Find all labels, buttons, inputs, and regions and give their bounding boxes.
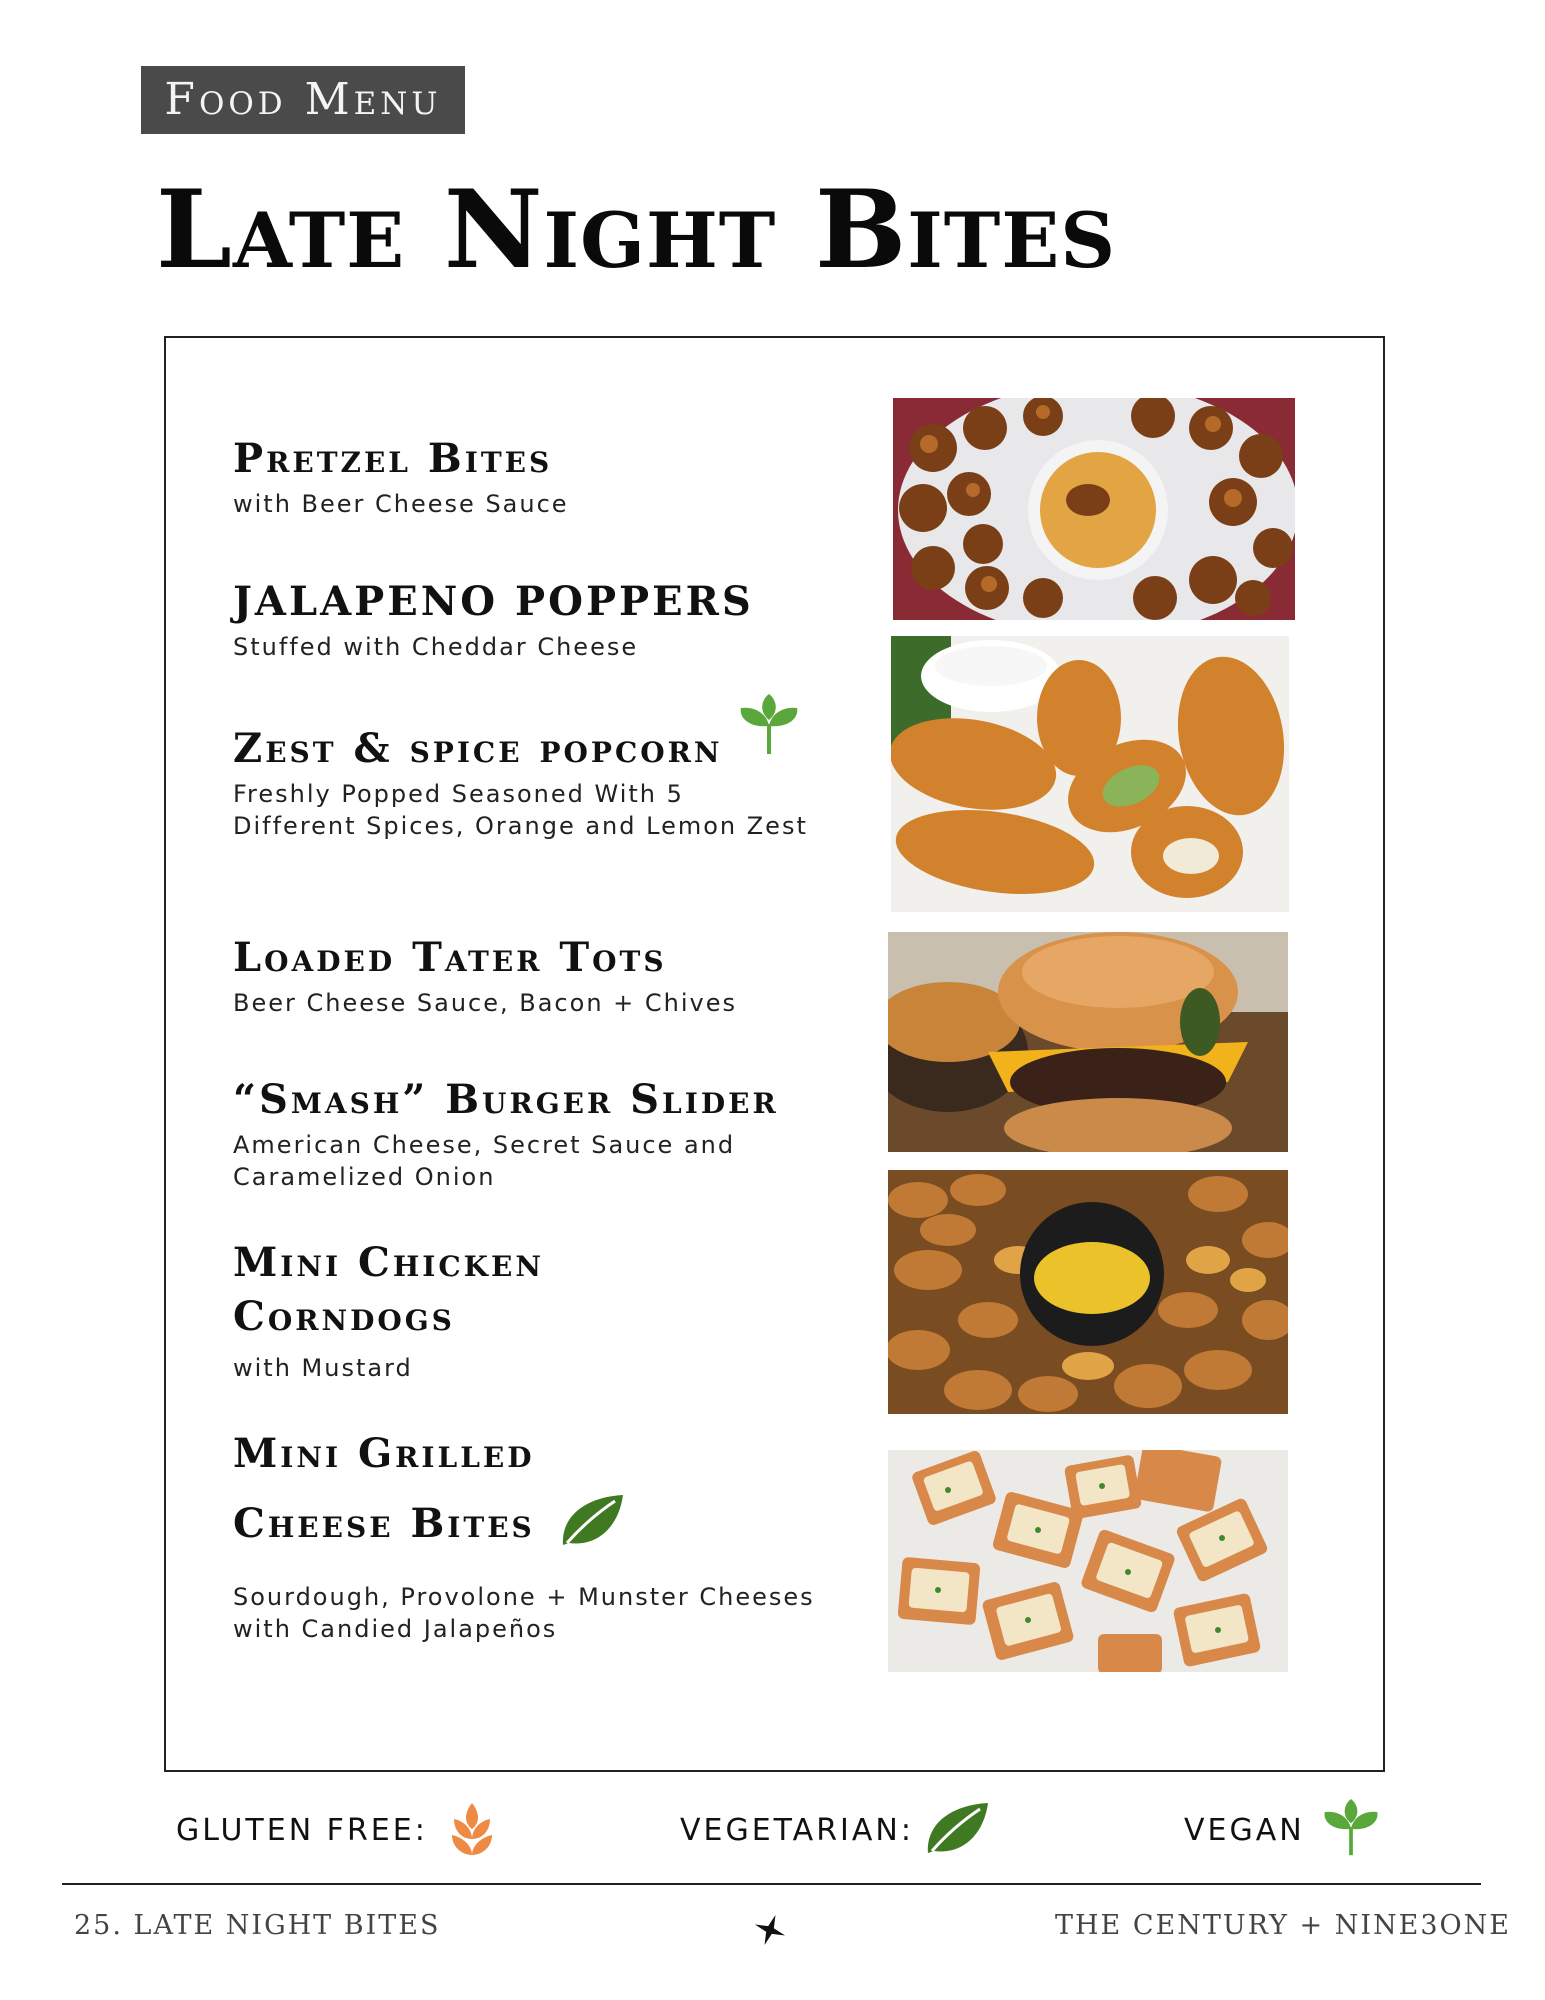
legend-vegetarian xyxy=(680,1800,990,1860)
menu-item-mini-chicken-corndogs xyxy=(233,1236,544,1384)
section-tag: Food Menu xyxy=(141,66,465,134)
item-name: Loaded Tater Tots xyxy=(233,934,667,981)
item-desc: Sourdough, Provolone + Munster Cheeses xyxy=(233,1583,815,1611)
item-desc: Caramelized Onion xyxy=(233,1163,496,1191)
item-desc: American Cheese, Secret Sauce and xyxy=(233,1131,736,1159)
item-name: Mini Chicken xyxy=(233,1239,544,1286)
menu-item-zest-spice-popcorn xyxy=(233,722,808,842)
page-title: Late Night Bites xyxy=(156,167,1117,293)
footer-divider xyxy=(62,1883,1481,1885)
legend-gluten-free xyxy=(176,1800,496,1860)
menu-item-jalapeno-poppers xyxy=(233,575,754,663)
sparkle-icon xyxy=(752,1912,788,1952)
vegan-sprout-icon xyxy=(737,694,801,770)
menu-item-smash-burger-slider xyxy=(233,1073,779,1193)
item-name xyxy=(233,1491,815,1563)
item-desc: Stuffed with Cheddar Cheese xyxy=(233,633,639,661)
item-name xyxy=(233,722,808,776)
item-desc: Different Spices, Orange and Lemon Zest xyxy=(233,812,808,840)
legend-label: VEGAN xyxy=(1184,1812,1305,1848)
item-name: Mini Grilled xyxy=(233,1430,535,1477)
corndogs-photo xyxy=(888,1170,1288,1414)
jalapeno-poppers-photo xyxy=(891,636,1289,912)
menu-item-pretzel-bites xyxy=(233,432,569,520)
vegan-sprout-icon xyxy=(1321,1798,1381,1862)
legend-vegan xyxy=(1184,1800,1381,1860)
item-desc: Beer Cheese Sauce, Bacon + Chives xyxy=(233,989,737,1017)
item-desc: with Candied Jalapeños xyxy=(233,1615,558,1643)
item-name-text: Cheese Bites xyxy=(233,1500,535,1547)
pretzel-bites-photo xyxy=(893,398,1295,620)
grilled-cheese-bites-photo xyxy=(888,1450,1288,1672)
menu-item-loaded-tater-tots xyxy=(233,931,737,1019)
item-name: “Smash” Burger Slider xyxy=(233,1076,779,1123)
item-name: JALAPENO POPPERS xyxy=(233,578,754,625)
vegetarian-leaf-icon xyxy=(559,1491,625,1563)
vegetarian-leaf-icon xyxy=(924,1799,990,1861)
menu-item-mini-grilled-cheese xyxy=(233,1427,815,1645)
legend-label: VEGETARIAN: xyxy=(680,1812,914,1848)
item-name-text: Zest & spice popcorn xyxy=(233,725,723,772)
item-desc: Freshly Popped Seasoned With 5 xyxy=(233,780,684,808)
wheat-icon xyxy=(448,1799,496,1861)
burger-slider-photo xyxy=(888,932,1288,1152)
item-desc: with Beer Cheese Sauce xyxy=(233,490,569,518)
item-desc: with Mustard xyxy=(233,1354,413,1382)
item-name: Pretzel Bites xyxy=(233,435,553,482)
legend-label: GLUTEN FREE: xyxy=(176,1812,428,1848)
footer-brand: THE CENTURY + NINE3ONE xyxy=(1055,1910,1511,1941)
footer-page-label: 25. LATE NIGHT BITES xyxy=(74,1910,441,1941)
item-name: Corndogs xyxy=(233,1293,455,1340)
